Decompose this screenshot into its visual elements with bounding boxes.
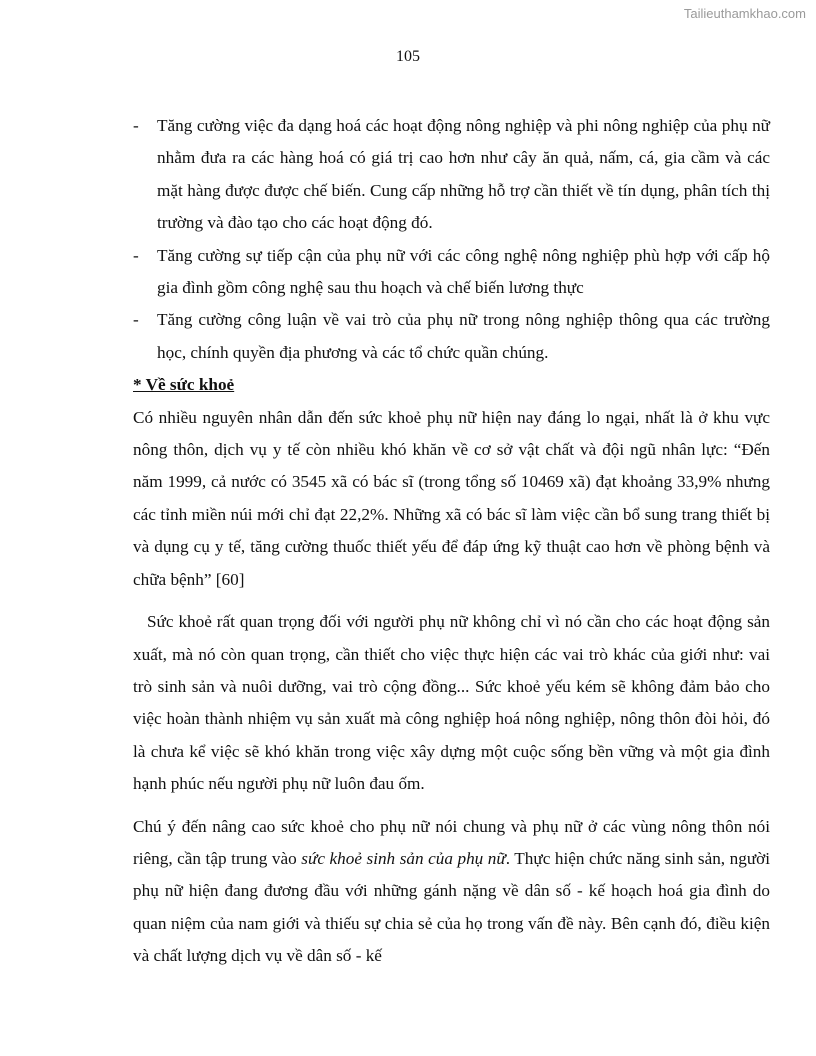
paragraph <box>133 811 770 973</box>
section-heading: * Về sức khoẻ <box>133 375 235 395</box>
bullet-marker: - <box>133 310 139 330</box>
document-body <box>133 110 770 973</box>
watermark: Tailieuthamkhao.com <box>683 6 806 21</box>
bullet-marker: - <box>133 116 139 135</box>
list-item <box>133 304 770 369</box>
emphasized-text: sức khoẻ sinh sản của phụ nữ <box>301 848 506 868</box>
list-item-text: Tăng cường sự tiếp cận của phụ nữ với các công nghệ nông nghiệp phù hợp với cấp hộ gia đình gồm công nghệ sau thu hoạch và chế biến lương thực <box>157 245 770 298</box>
list-item <box>133 240 770 305</box>
list-item <box>133 110 770 240</box>
paragraph: Sức khoẻ rất quan trọng đối với người phụ nữ không chỉ vì nó cần cho các hoạt động sản xuất, mà nó còn quan trọng, cần thiết cho việc thực hiện các vai trò khác của giới như: vai trò sinh sản và nuôi dưỡng, vai trò cộng đồng... Sức khoẻ yếu kém sẽ không đảm bảo cho việc hoàn thành nhiệm vụ sản xuất mà công nghiệp hoá nông nghiệp, nông thôn đòi hỏi, đó là chưa kể việc sẽ khó khăn trong việc xây dựng một cuộc sống bền vững và một gia đình hạnh phúc nếu người phụ nữ luôn đau ốm. <box>133 612 770 794</box>
list-item-text: Tăng cường việc đa dạng hoá các hoạt động nông nghiệp và phi nông nghiệp của phụ nữ nhằm đưa ra các hàng hoá có giá trị cao hơn như cây ăn quả, nấm, cá, gia cầm và các mặt hàng được được chế biến. Cung cấp những hỗ trợ cần thiết về tín dụng, phân tích thị trường và đào tạo cho các hoạt động đó. <box>157 116 770 233</box>
bullet-marker: - <box>133 245 139 265</box>
list-item-text: Tăng cường công luận về vai trò của phụ nữ trong nông nghiệp thông qua các trường học, chính quyền địa phương và các tổ chức quần chúng. <box>157 310 770 362</box>
page-number: 105 <box>396 48 420 65</box>
bullet-list <box>133 110 770 369</box>
paragraph-text: Chú ý đến nâng cao sức khoẻ cho phụ nữ nói chung và phụ nữ ở các vùng nông thôn nói riêng, cần tập trung vào <box>133 816 770 868</box>
paragraph: Có nhiều nguyên nhân dẫn đến sức khoẻ phụ nữ hiện nay đáng lo ngại, nhất là ở khu vực nông thôn, dịch vụ y tế còn nhiều khó khăn về cơ sở vật chất và đội ngũ nhân lực: “Đến năm 1999, cả nước có 3545 xã có bác sĩ (trong tổng số 10469 xã) đạt khoảng 33,9% nhưng các tỉnh miền núi mới chỉ đạt 22,2%. Những xã có bác sĩ làm việc cần bổ sung trang thiết bị và dụng cụ y tế, tăng cường thuốc thiết yếu để đáp ứng kỹ thuật cao hơn về phòng bệnh và chữa bệnh” [60] <box>133 407 770 589</box>
paragraph-text: . Thực hiện chức năng sinh sản, người phụ nữ hiện đang đương đầu với những gánh nặng về dân số - kế hoạch hoá gia đình do quan niệm của nam giới và thiếu sự chia sẻ của họ trong vấn đề này. Bên cạnh đó, điều kiện và chất lượng dịch vụ về dân số - kế <box>133 848 771 966</box>
